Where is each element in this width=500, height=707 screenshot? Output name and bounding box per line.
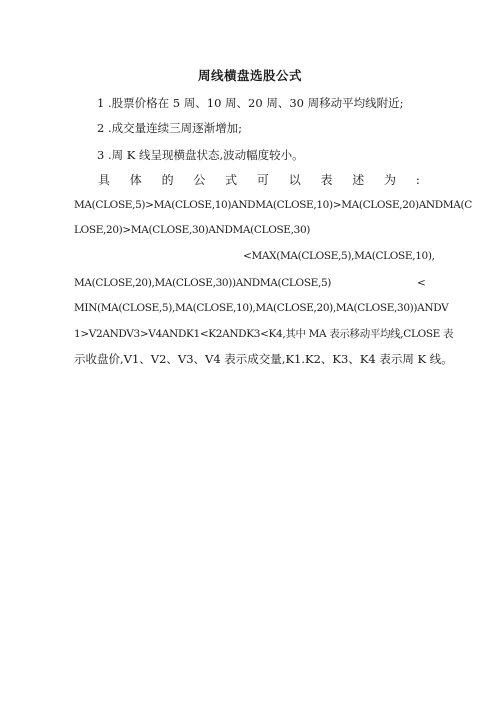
formula-line-1: MA(CLOSE,5)>MA(CLOSE,10)ANDMA(CLOSE,10)>MA(CLOSE,20)ANDMA(C	[74, 199, 472, 211]
formula-line-7: 示收盘价,V1、V2、V3、V4 表示成交量,K1.K2、K3、K4 表示周 K 线。	[74, 352, 453, 366]
formula-line-2: LOSE,20)>MA(CLOSE,30)ANDMA(CLOSE,30)	[74, 224, 311, 236]
formula-heading-char: 公	[193, 173, 206, 187]
formula-heading-char: 具	[98, 173, 111, 187]
formula-heading-char: 的	[161, 173, 174, 187]
formula-heading	[98, 172, 420, 188]
formula-heading-char: 述	[352, 173, 365, 187]
formula-heading-char: 以	[288, 173, 301, 187]
list-item-2: 2 .成交量连续三周逐渐增加;	[97, 121, 243, 135]
formula-line-6: 1>V2ANDV3>V4ANDK1<K2ANDK3<K4,其中 MA 表示移动平均线,CLOSE 表	[74, 328, 454, 340]
formula-line-4-tail: <	[417, 277, 426, 289]
formula-heading-char: 可	[256, 173, 269, 187]
formula-heading-char: 体	[129, 173, 142, 187]
formula-heading-char: :	[415, 173, 420, 187]
formula-line-3: <MAX(MA(CLOSE,5),MA(CLOSE,10),	[243, 250, 435, 262]
list-item-3: 3 .周 K 线呈现横盘状态,波动幅度较小。	[97, 148, 304, 162]
formula-line-5: MIN(MA(CLOSE,5),MA(CLOSE,10),MA(CLOSE,20),MA(CLOSE,30))ANDV	[74, 302, 449, 314]
document-title: 周线横盘选股公式	[197, 68, 302, 83]
formula-heading-char: 为	[384, 173, 397, 187]
formula-heading-char: 表	[320, 173, 333, 187]
formula-heading-char: 式	[225, 173, 238, 187]
list-item-1: 1 .股票价格在 5 周、10 周、20 周、30 周移动平均线附近;	[97, 96, 404, 110]
formula-line-4: MA(CLOSE,20),MA(CLOSE,30))ANDMA(CLOSE,5)	[74, 277, 332, 289]
